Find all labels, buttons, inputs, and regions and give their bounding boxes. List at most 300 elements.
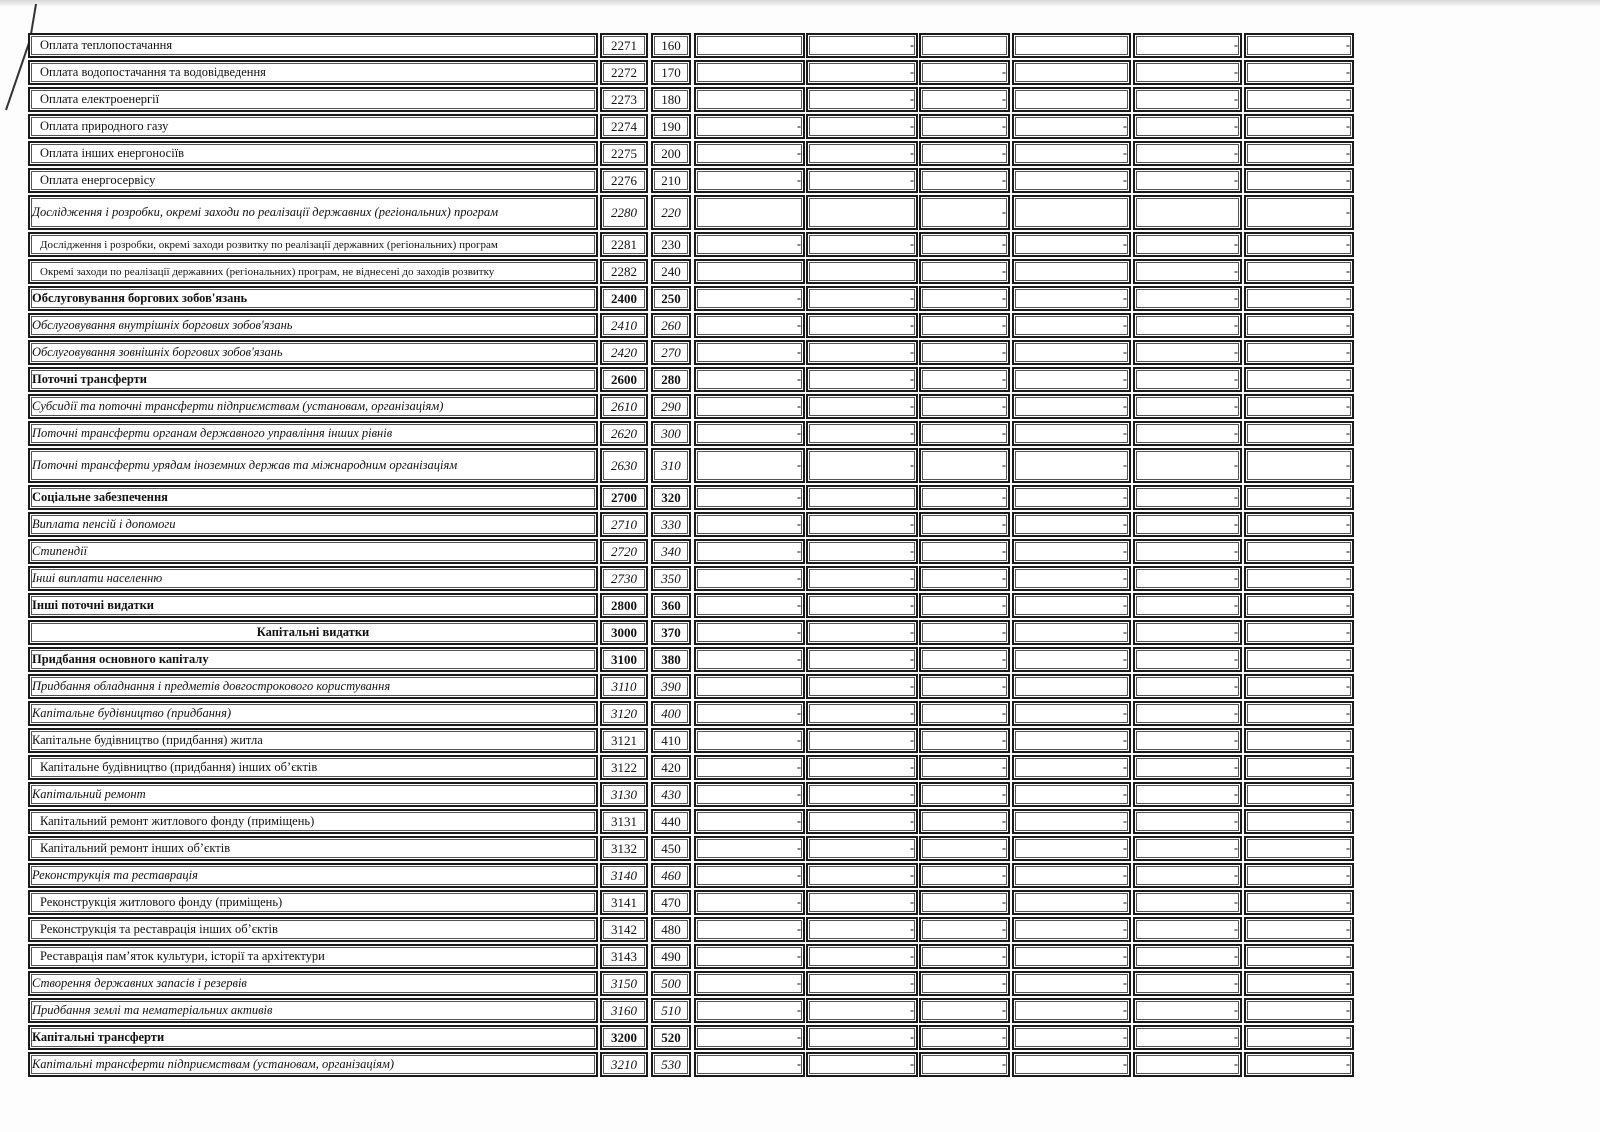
row-label: Окремі заходи по реалізації державних (регіональних) програм, не віднесені до заходів розвитку bbox=[28, 259, 598, 284]
row-number: 300 bbox=[651, 421, 691, 446]
economic-code: 2420 bbox=[600, 340, 648, 365]
value-cell[interactable]: - bbox=[1012, 917, 1131, 942]
economic-code: 2600 bbox=[600, 367, 648, 392]
value-cell[interactable]: - bbox=[919, 421, 1010, 446]
value-cell[interactable]: - bbox=[1012, 1052, 1131, 1077]
value-cell[interactable] bbox=[1012, 33, 1131, 58]
value-cell[interactable]: - bbox=[694, 620, 805, 645]
value-cell[interactable]: - bbox=[806, 647, 918, 672]
value-cell[interactable]: - bbox=[694, 566, 805, 591]
economic-code: 2610 bbox=[600, 394, 648, 419]
row-number: 400 bbox=[651, 701, 691, 726]
economic-code: 3000 bbox=[600, 620, 648, 645]
value-cell[interactable]: - bbox=[694, 728, 805, 753]
value-cell[interactable]: - bbox=[1244, 917, 1354, 942]
value-cell[interactable]: - bbox=[806, 539, 918, 564]
value-cell[interactable] bbox=[1012, 674, 1131, 699]
value-cell[interactable]: - bbox=[919, 971, 1010, 996]
value-cell[interactable]: - bbox=[1244, 512, 1354, 537]
value-cell[interactable]: - bbox=[1133, 674, 1242, 699]
value-cell[interactable]: - bbox=[919, 512, 1010, 537]
value-cell[interactable]: - bbox=[806, 367, 918, 392]
value-cell[interactable]: - bbox=[1244, 448, 1354, 483]
row-label: Субсидії та поточні трансферти підприємствам (установам, організаціям) bbox=[28, 394, 598, 419]
economic-code: 3110 bbox=[600, 674, 648, 699]
value-cell[interactable]: - bbox=[1133, 168, 1242, 193]
value-cell[interactable]: - bbox=[1012, 863, 1131, 888]
value-cell[interactable]: - bbox=[919, 168, 1010, 193]
row-number: 440 bbox=[651, 809, 691, 834]
value-cell[interactable]: - bbox=[694, 944, 805, 969]
value-cell[interactable]: - bbox=[919, 998, 1010, 1023]
value-cell[interactable]: - bbox=[694, 485, 805, 510]
value-cell[interactable]: - bbox=[694, 1052, 805, 1077]
value-cell[interactable]: - bbox=[1244, 1025, 1354, 1050]
value-cell[interactable]: - bbox=[1133, 259, 1242, 284]
row-number: 230 bbox=[651, 232, 691, 257]
row-label: Капітальні видатки bbox=[28, 620, 598, 645]
row-label: Оплата інших енергоносіїв bbox=[28, 141, 598, 166]
value-cell[interactable]: - bbox=[919, 782, 1010, 807]
value-cell[interactable]: - bbox=[1244, 701, 1354, 726]
value-cell[interactable]: - bbox=[1012, 512, 1131, 537]
value-cell[interactable]: - bbox=[806, 1025, 918, 1050]
value-cell[interactable]: - bbox=[919, 620, 1010, 645]
value-cell[interactable]: - bbox=[1012, 340, 1131, 365]
value-cell[interactable] bbox=[1012, 195, 1131, 230]
value-cell[interactable]: - bbox=[1244, 647, 1354, 672]
value-cell[interactable]: - bbox=[806, 701, 918, 726]
value-cell[interactable]: - bbox=[1012, 448, 1131, 483]
value-cell[interactable]: - bbox=[1244, 863, 1354, 888]
value-cell[interactable]: - bbox=[1012, 890, 1131, 915]
value-cell[interactable]: - bbox=[1133, 1025, 1242, 1050]
scan-top-edge bbox=[0, 0, 1600, 6]
value-cell[interactable]: - bbox=[1244, 971, 1354, 996]
value-cell[interactable]: - bbox=[1244, 539, 1354, 564]
value-cell[interactable]: - bbox=[919, 647, 1010, 672]
value-cell[interactable] bbox=[1133, 195, 1242, 230]
value-cell[interactable]: - bbox=[1133, 863, 1242, 888]
value-cell[interactable]: - bbox=[1244, 168, 1354, 193]
row-number: 330 bbox=[651, 512, 691, 537]
value-cell[interactable]: - bbox=[1133, 232, 1242, 257]
row-label: Капітальні трансферти bbox=[28, 1025, 598, 1050]
value-cell[interactable]: - bbox=[694, 512, 805, 537]
value-cell[interactable]: - bbox=[919, 755, 1010, 780]
value-cell[interactable]: - bbox=[694, 313, 805, 338]
value-cell[interactable]: - bbox=[919, 313, 1010, 338]
value-cell[interactable]: - bbox=[806, 809, 918, 834]
value-cell[interactable]: - bbox=[919, 944, 1010, 969]
value-cell[interactable]: - bbox=[1244, 836, 1354, 861]
value-cell[interactable] bbox=[694, 259, 805, 284]
row-label: Капітальний ремонт bbox=[28, 782, 598, 807]
value-cell[interactable]: - bbox=[806, 33, 918, 58]
value-cell[interactable]: - bbox=[694, 1025, 805, 1050]
row-number: 430 bbox=[651, 782, 691, 807]
economic-code: 2275 bbox=[600, 141, 648, 166]
row-number: 480 bbox=[651, 917, 691, 942]
value-cell[interactable]: - bbox=[694, 539, 805, 564]
value-cell[interactable]: - bbox=[919, 674, 1010, 699]
value-cell[interactable]: - bbox=[919, 593, 1010, 618]
row-label: Придбання землі та нематеріальних активів bbox=[28, 998, 598, 1023]
value-cell[interactable]: - bbox=[1244, 620, 1354, 645]
value-cell[interactable]: - bbox=[1012, 998, 1131, 1023]
value-cell[interactable]: - bbox=[806, 728, 918, 753]
row-label: Оплата теплопостачання bbox=[28, 33, 598, 58]
economic-code: 2710 bbox=[600, 512, 648, 537]
row-label: Капітальні трансферти підприємствам (установам, організаціям) bbox=[28, 1052, 598, 1077]
value-cell[interactable]: - bbox=[806, 313, 918, 338]
value-cell[interactable]: - bbox=[1012, 421, 1131, 446]
value-cell[interactable]: - bbox=[1012, 168, 1131, 193]
value-cell[interactable]: - bbox=[1012, 755, 1131, 780]
value-cell[interactable]: - bbox=[694, 286, 805, 311]
value-cell[interactable]: - bbox=[806, 168, 918, 193]
value-cell[interactable]: - bbox=[806, 836, 918, 861]
economic-code: 2400 bbox=[600, 286, 648, 311]
value-cell[interactable]: - bbox=[1244, 60, 1354, 85]
value-cell[interactable]: - bbox=[919, 367, 1010, 392]
value-cell[interactable]: - bbox=[1133, 593, 1242, 618]
row-label: Створення державних запасів і резервів bbox=[28, 971, 598, 996]
value-cell[interactable]: - bbox=[1012, 114, 1131, 139]
value-cell[interactable]: - bbox=[919, 60, 1010, 85]
value-cell[interactable]: - bbox=[806, 890, 918, 915]
value-cell[interactable]: - bbox=[694, 421, 805, 446]
value-cell[interactable]: - bbox=[1133, 33, 1242, 58]
value-cell[interactable]: - bbox=[694, 168, 805, 193]
value-cell[interactable]: - bbox=[1244, 367, 1354, 392]
value-cell[interactable]: - bbox=[1244, 998, 1354, 1023]
value-cell[interactable]: - bbox=[1244, 890, 1354, 915]
row-number: 460 bbox=[651, 863, 691, 888]
economic-code: 2630 bbox=[600, 448, 648, 483]
value-cell[interactable]: - bbox=[806, 944, 918, 969]
value-cell[interactable]: - bbox=[694, 448, 805, 483]
value-cell[interactable]: - bbox=[919, 1025, 1010, 1050]
value-cell[interactable] bbox=[1012, 60, 1131, 85]
value-cell[interactable] bbox=[694, 60, 805, 85]
value-cell[interactable]: - bbox=[1133, 141, 1242, 166]
value-cell[interactable]: - bbox=[806, 971, 918, 996]
row-number: 170 bbox=[651, 60, 691, 85]
value-cell[interactable]: - bbox=[694, 863, 805, 888]
value-cell[interactable]: - bbox=[806, 87, 918, 112]
value-cell[interactable]: - bbox=[1133, 782, 1242, 807]
value-cell[interactable]: - bbox=[694, 755, 805, 780]
value-cell[interactable]: - bbox=[1012, 620, 1131, 645]
value-cell[interactable]: - bbox=[806, 863, 918, 888]
value-cell[interactable]: - bbox=[806, 394, 918, 419]
economic-code: 3121 bbox=[600, 728, 648, 753]
value-cell[interactable]: - bbox=[919, 890, 1010, 915]
value-cell[interactable]: - bbox=[1012, 394, 1131, 419]
value-cell[interactable]: - bbox=[1244, 728, 1354, 753]
value-cell[interactable] bbox=[806, 485, 918, 510]
value-cell[interactable]: - bbox=[1133, 114, 1242, 139]
value-cell[interactable]: - bbox=[919, 114, 1010, 139]
value-cell[interactable]: - bbox=[1133, 755, 1242, 780]
value-cell[interactable]: - bbox=[919, 232, 1010, 257]
value-cell[interactable]: - bbox=[1244, 313, 1354, 338]
row-label: Реконструкція житлового фонду (приміщень) bbox=[28, 890, 598, 915]
value-cell[interactable]: - bbox=[806, 917, 918, 942]
value-cell[interactable]: - bbox=[1133, 620, 1242, 645]
value-cell[interactable] bbox=[806, 195, 918, 230]
row-label: Інші поточні видатки bbox=[28, 593, 598, 618]
value-cell[interactable] bbox=[1012, 87, 1131, 112]
value-cell[interactable] bbox=[919, 33, 1010, 58]
value-cell[interactable]: - bbox=[919, 701, 1010, 726]
value-cell[interactable]: - bbox=[1012, 141, 1131, 166]
value-cell[interactable]: - bbox=[919, 340, 1010, 365]
value-cell[interactable]: - bbox=[1133, 60, 1242, 85]
value-cell[interactable]: - bbox=[919, 448, 1010, 483]
value-cell[interactable]: - bbox=[1133, 566, 1242, 591]
value-cell[interactable]: - bbox=[1133, 890, 1242, 915]
value-cell[interactable]: - bbox=[806, 286, 918, 311]
value-cell[interactable]: - bbox=[694, 701, 805, 726]
value-cell[interactable]: - bbox=[1133, 539, 1242, 564]
value-cell[interactable]: - bbox=[919, 566, 1010, 591]
row-label: Оплата енергосервісу bbox=[28, 168, 598, 193]
value-cell[interactable]: - bbox=[919, 836, 1010, 861]
value-cell[interactable]: - bbox=[694, 340, 805, 365]
value-cell[interactable]: - bbox=[919, 1052, 1010, 1077]
value-cell[interactable]: - bbox=[919, 195, 1010, 230]
value-cell[interactable]: - bbox=[1133, 647, 1242, 672]
value-cell[interactable]: - bbox=[919, 141, 1010, 166]
value-cell[interactable]: - bbox=[694, 367, 805, 392]
value-cell[interactable]: - bbox=[1133, 944, 1242, 969]
economic-code: 2620 bbox=[600, 421, 648, 446]
row-label: Капітальний ремонт житлового фонду (приміщень) bbox=[28, 809, 598, 834]
row-number: 190 bbox=[651, 114, 691, 139]
row-number: 520 bbox=[651, 1025, 691, 1050]
row-number: 360 bbox=[651, 593, 691, 618]
value-cell[interactable]: - bbox=[1133, 394, 1242, 419]
value-cell[interactable]: - bbox=[1012, 1025, 1131, 1050]
economic-code: 3200 bbox=[600, 1025, 648, 1050]
row-number: 200 bbox=[651, 141, 691, 166]
economic-code: 2800 bbox=[600, 593, 648, 618]
economic-code: 2280 bbox=[600, 195, 648, 230]
value-cell[interactable]: - bbox=[806, 114, 918, 139]
row-label: Стипендії bbox=[28, 539, 598, 564]
value-cell[interactable] bbox=[694, 195, 805, 230]
value-cell[interactable]: - bbox=[1133, 998, 1242, 1023]
value-cell[interactable]: - bbox=[1012, 971, 1131, 996]
value-cell[interactable]: - bbox=[1133, 340, 1242, 365]
value-cell[interactable]: - bbox=[1244, 944, 1354, 969]
value-cell[interactable]: - bbox=[1244, 782, 1354, 807]
economic-code: 3143 bbox=[600, 944, 648, 969]
value-cell[interactable]: - bbox=[806, 782, 918, 807]
value-cell[interactable] bbox=[1012, 259, 1131, 284]
row-label: Реконструкція та реставрація bbox=[28, 863, 598, 888]
value-cell[interactable]: - bbox=[806, 232, 918, 257]
value-cell[interactable]: - bbox=[1244, 259, 1354, 284]
value-cell[interactable]: - bbox=[1244, 141, 1354, 166]
value-cell[interactable]: - bbox=[694, 232, 805, 257]
value-cell[interactable] bbox=[694, 33, 805, 58]
row-number: 450 bbox=[651, 836, 691, 861]
economic-code: 3120 bbox=[600, 701, 648, 726]
value-cell[interactable]: - bbox=[1012, 728, 1131, 753]
value-cell[interactable]: - bbox=[694, 998, 805, 1023]
value-cell[interactable]: - bbox=[1133, 917, 1242, 942]
value-cell[interactable]: - bbox=[694, 971, 805, 996]
value-cell[interactable]: - bbox=[1244, 33, 1354, 58]
value-cell[interactable]: - bbox=[1133, 448, 1242, 483]
row-number: 240 bbox=[651, 259, 691, 284]
value-cell[interactable]: - bbox=[806, 60, 918, 85]
value-cell[interactable]: - bbox=[1012, 485, 1131, 510]
value-cell[interactable]: - bbox=[1012, 313, 1131, 338]
value-cell[interactable]: - bbox=[1244, 809, 1354, 834]
row-number: 180 bbox=[651, 87, 691, 112]
value-cell[interactable]: - bbox=[919, 87, 1010, 112]
value-cell[interactable]: - bbox=[806, 512, 918, 537]
value-cell[interactable]: - bbox=[919, 728, 1010, 753]
value-cell[interactable]: - bbox=[1133, 512, 1242, 537]
value-cell[interactable]: - bbox=[806, 593, 918, 618]
value-cell[interactable]: - bbox=[919, 809, 1010, 834]
row-label: Обслуговування внутрішніх боргових зобов'язань bbox=[28, 313, 598, 338]
value-cell[interactable]: - bbox=[694, 782, 805, 807]
row-number: 310 bbox=[651, 448, 691, 483]
value-cell[interactable] bbox=[694, 87, 805, 112]
value-cell[interactable]: - bbox=[694, 836, 805, 861]
row-label: Оплата електроенергії bbox=[28, 87, 598, 112]
value-cell[interactable]: - bbox=[806, 340, 918, 365]
value-cell[interactable]: - bbox=[1244, 755, 1354, 780]
economic-code: 2700 bbox=[600, 485, 648, 510]
value-cell[interactable]: - bbox=[806, 1052, 918, 1077]
value-cell[interactable]: - bbox=[1133, 485, 1242, 510]
row-label: Капітальний ремонт інших об’єктів bbox=[28, 836, 598, 861]
row-number: 290 bbox=[651, 394, 691, 419]
value-cell[interactable]: - bbox=[1133, 286, 1242, 311]
economic-code: 3210 bbox=[600, 1052, 648, 1077]
economic-code: 3122 bbox=[600, 755, 648, 780]
value-cell[interactable]: - bbox=[806, 141, 918, 166]
value-cell[interactable]: - bbox=[1244, 195, 1354, 230]
value-cell[interactable]: - bbox=[1012, 593, 1131, 618]
value-cell[interactable]: - bbox=[1133, 836, 1242, 861]
value-cell[interactable]: - bbox=[1133, 1052, 1242, 1077]
value-cell[interactable]: - bbox=[1244, 674, 1354, 699]
value-cell[interactable]: - bbox=[1133, 971, 1242, 996]
value-cell[interactable]: - bbox=[1244, 566, 1354, 591]
row-number: 320 bbox=[651, 485, 691, 510]
value-cell[interactable]: - bbox=[1012, 367, 1131, 392]
value-cell[interactable]: - bbox=[1244, 485, 1354, 510]
value-cell[interactable]: - bbox=[694, 141, 805, 166]
value-cell[interactable]: - bbox=[919, 394, 1010, 419]
value-cell[interactable]: - bbox=[1244, 593, 1354, 618]
value-cell[interactable]: - bbox=[694, 917, 805, 942]
value-cell[interactable]: - bbox=[694, 394, 805, 419]
value-cell[interactable]: - bbox=[1244, 1052, 1354, 1077]
value-cell[interactable]: - bbox=[694, 593, 805, 618]
value-cell[interactable]: - bbox=[919, 485, 1010, 510]
value-cell[interactable]: - bbox=[1133, 313, 1242, 338]
row-number: 380 bbox=[651, 647, 691, 672]
value-cell[interactable]: - bbox=[806, 448, 918, 483]
value-cell[interactable]: - bbox=[1244, 421, 1354, 446]
value-cell[interactable]: - bbox=[1012, 836, 1131, 861]
economic-code: 2720 bbox=[600, 539, 648, 564]
row-number: 220 bbox=[651, 195, 691, 230]
economic-code: 2281 bbox=[600, 232, 648, 257]
value-cell[interactable]: - bbox=[694, 114, 805, 139]
row-number: 500 bbox=[651, 971, 691, 996]
economic-code: 3100 bbox=[600, 647, 648, 672]
value-cell[interactable]: - bbox=[806, 755, 918, 780]
value-cell[interactable] bbox=[806, 259, 918, 284]
value-cell[interactable]: - bbox=[1244, 114, 1354, 139]
row-number: 350 bbox=[651, 566, 691, 591]
value-cell[interactable]: - bbox=[806, 674, 918, 699]
value-cell[interactable]: - bbox=[1012, 701, 1131, 726]
value-cell[interactable]: - bbox=[1244, 87, 1354, 112]
row-number: 210 bbox=[651, 168, 691, 193]
value-cell[interactable]: - bbox=[1012, 647, 1131, 672]
row-label: Реставрація пам’яток культури, історії та архітектури bbox=[28, 944, 598, 969]
value-cell[interactable]: - bbox=[1244, 394, 1354, 419]
value-cell[interactable]: - bbox=[1133, 87, 1242, 112]
economic-code: 3150 bbox=[600, 971, 648, 996]
economic-code: 3130 bbox=[600, 782, 648, 807]
value-cell[interactable]: - bbox=[1133, 728, 1242, 753]
value-cell[interactable]: - bbox=[1012, 539, 1131, 564]
value-cell[interactable]: - bbox=[919, 863, 1010, 888]
value-cell[interactable]: - bbox=[694, 809, 805, 834]
value-cell[interactable]: - bbox=[919, 259, 1010, 284]
row-label: Капітальне будівництво (придбання) інших об’єктів bbox=[28, 755, 598, 780]
value-cell[interactable]: - bbox=[806, 566, 918, 591]
value-cell[interactable]: - bbox=[1244, 232, 1354, 257]
row-number: 270 bbox=[651, 340, 691, 365]
value-cell[interactable]: - bbox=[919, 286, 1010, 311]
value-cell[interactable]: - bbox=[1244, 286, 1354, 311]
value-cell[interactable]: - bbox=[1133, 367, 1242, 392]
value-cell[interactable]: - bbox=[1244, 340, 1354, 365]
value-cell[interactable]: - bbox=[1133, 809, 1242, 834]
value-cell[interactable]: - bbox=[806, 421, 918, 446]
value-cell[interactable]: - bbox=[694, 890, 805, 915]
value-cell[interactable]: - bbox=[694, 647, 805, 672]
value-cell[interactable]: - bbox=[1133, 421, 1242, 446]
value-cell[interactable]: - bbox=[919, 917, 1010, 942]
value-cell[interactable]: - bbox=[1012, 286, 1131, 311]
row-number: 530 bbox=[651, 1052, 691, 1077]
value-cell[interactable]: - bbox=[806, 620, 918, 645]
value-cell[interactable] bbox=[694, 674, 805, 699]
value-cell[interactable]: - bbox=[1012, 944, 1131, 969]
value-cell[interactable]: - bbox=[806, 998, 918, 1023]
value-cell[interactable]: - bbox=[1133, 701, 1242, 726]
value-cell[interactable]: - bbox=[919, 539, 1010, 564]
value-cell[interactable]: - bbox=[1012, 232, 1131, 257]
value-cell[interactable]: - bbox=[1012, 566, 1131, 591]
value-cell[interactable]: - bbox=[1012, 782, 1131, 807]
value-cell[interactable]: - bbox=[1012, 809, 1131, 834]
